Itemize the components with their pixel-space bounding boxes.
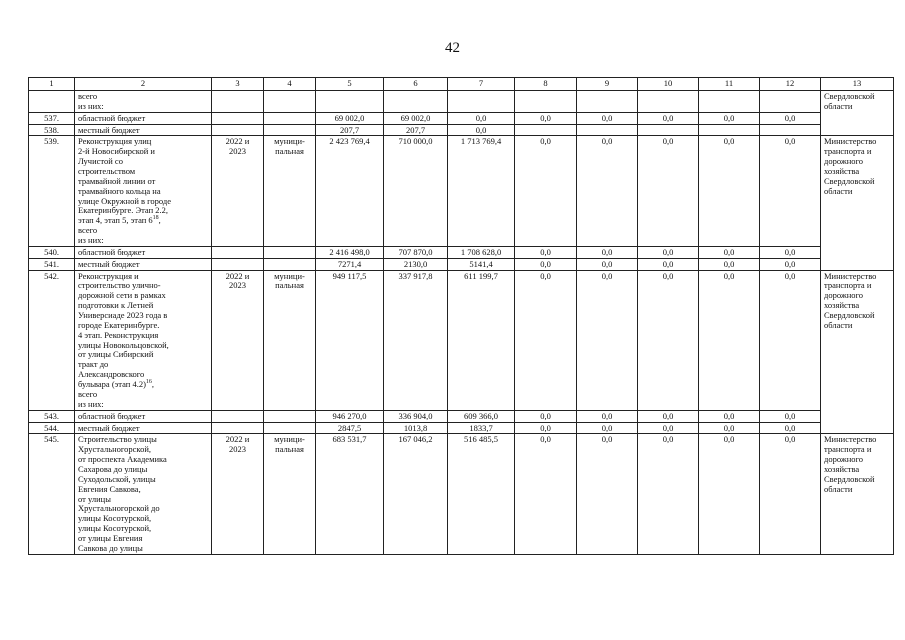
cell-line: улицы Косотурской, xyxy=(78,513,152,524)
row-number-cell: 537. xyxy=(29,112,75,124)
amount-cell-col5: 69 002,0 xyxy=(316,112,384,124)
amount-cell-col10: 0,0 xyxy=(638,410,699,422)
cell-line: Свердловской xyxy=(824,91,875,101)
cell-line: улицы Косотурской, xyxy=(78,523,152,534)
empty-cell xyxy=(638,91,699,113)
empty-cell xyxy=(448,91,515,113)
amount-cell-col10: 0,0 xyxy=(638,246,699,258)
amount-cell-col5: 949 117,5 xyxy=(316,270,384,410)
cell-line: 2023 xyxy=(229,146,246,157)
cell-line: улицы Новокольцовской, xyxy=(78,339,169,350)
cell-line: Александровского xyxy=(78,369,145,380)
cell-line: Свердловской xyxy=(824,310,875,321)
cell-line: от улицы Сибирский xyxy=(78,349,154,360)
table-header xyxy=(29,78,894,91)
cell-line: Хрустальногорской, xyxy=(78,444,152,455)
ownership-type-cell xyxy=(264,434,316,554)
cell-line: подготовки к Летней xyxy=(78,300,154,311)
amount-cell-col12: 0,0 xyxy=(760,270,821,410)
row-number-cell: 543. xyxy=(29,410,75,422)
cell-line: Строительство улицы xyxy=(78,434,157,445)
page-number: 42 xyxy=(445,40,460,56)
empty-cell xyxy=(316,91,384,113)
cell-line: всего xyxy=(78,388,98,399)
table-body xyxy=(29,91,894,555)
cell-line: Универсиаде 2023 года в xyxy=(78,310,168,321)
column-header-13: 13 xyxy=(821,78,894,91)
cell-line: от улицы xyxy=(78,493,111,504)
responsible-cell xyxy=(821,270,894,434)
cell-line: пальная xyxy=(275,444,304,455)
row-number-cell: 540. xyxy=(29,246,75,258)
amount-cell-col10: 0,0 xyxy=(638,422,699,434)
table-row xyxy=(29,112,894,124)
cell-line: Министерство xyxy=(824,434,877,445)
amount-cell-col10 xyxy=(638,124,699,136)
amount-cell-col8: 0,0 xyxy=(515,270,577,410)
amount-cell-col12: 0,0 xyxy=(760,410,821,422)
amount-cell-col6: 69 002,0 xyxy=(384,112,448,124)
cell-line: 2022 и xyxy=(225,136,250,147)
cell-line: дорожного xyxy=(824,454,864,465)
cell-line: хозяйства xyxy=(824,166,860,177)
amount-cell-col9: 0,0 xyxy=(577,422,638,434)
table-row-continuation xyxy=(29,91,894,113)
amount-cell-col6: 2130,0 xyxy=(384,258,448,270)
table-row xyxy=(29,410,894,422)
years-cell xyxy=(212,270,264,410)
cell-line: городе Екатеринбурге. xyxy=(78,319,160,330)
amount-cell-col5: 683 531,7 xyxy=(316,434,384,554)
row-number-cell xyxy=(29,91,75,113)
amount-cell-col7: 609 366,0 xyxy=(448,410,515,422)
table-row xyxy=(29,270,894,410)
amount-cell-col5: 7271,4 xyxy=(316,258,384,270)
amount-cell-col6: 167 046,2 xyxy=(384,434,448,554)
years-cell xyxy=(212,410,264,422)
cell-line: дорожного xyxy=(824,156,864,167)
amount-cell-col7: 1 708 628,0 xyxy=(448,246,515,258)
amount-cell-col5: 2 416 498,0 xyxy=(316,246,384,258)
cell-line: пальная xyxy=(275,280,304,291)
years-cell xyxy=(212,422,264,434)
amount-cell-col7: 516 485,5 xyxy=(448,434,515,554)
responsible-cell xyxy=(821,434,894,554)
footnote-mark: 18 xyxy=(152,215,159,222)
cell-line: области xyxy=(824,483,853,494)
amount-cell-col5: 207,7 xyxy=(316,124,384,136)
cell-line: 2022 и xyxy=(225,434,250,445)
amount-cell-col10: 0,0 xyxy=(638,434,699,554)
amount-cell-col8: 0,0 xyxy=(515,434,577,554)
amount-cell-col9: 0,0 xyxy=(577,136,638,246)
cell-line: транспорта и xyxy=(824,444,872,455)
amount-cell-col11: 0,0 xyxy=(699,246,760,258)
column-header-1: 1 xyxy=(29,78,75,91)
amount-cell-col11: 0,0 xyxy=(699,422,760,434)
amount-cell-col7: 5141,4 xyxy=(448,258,515,270)
row-number-cell: 544. xyxy=(29,422,75,434)
cell-line: улице Окружной в городе xyxy=(78,195,172,206)
cell-line: Суходольской, улицы xyxy=(78,473,156,484)
column-header-7: 7 xyxy=(448,78,515,91)
amount-cell-col12 xyxy=(760,124,821,136)
empty-cell xyxy=(515,91,577,113)
ownership-type-cell xyxy=(264,124,316,136)
empty-cell xyxy=(577,91,638,113)
cell-line: от улицы Евгения xyxy=(78,532,143,543)
cell-line: дорожного xyxy=(824,290,864,301)
ownership-type-cell xyxy=(264,246,316,258)
amount-cell-col11 xyxy=(699,124,760,136)
cell-line: от проспекта Академика xyxy=(78,454,167,465)
amount-cell-col11: 0,0 xyxy=(699,434,760,554)
item-name-cell xyxy=(75,91,212,113)
row-number-cell: 542. xyxy=(29,270,75,410)
years-cell xyxy=(212,434,264,554)
column-header-3: 3 xyxy=(212,78,264,91)
ownership-type-cell xyxy=(264,422,316,434)
item-name-cell xyxy=(75,434,212,554)
cell-line: области xyxy=(824,319,853,330)
table-row xyxy=(29,246,894,258)
cell-line: строительство улично- xyxy=(78,280,161,291)
amount-cell-col10: 0,0 xyxy=(638,136,699,246)
cell-line: 2-й Новосибирской и xyxy=(78,146,155,157)
item-name-cell: областной бюджет xyxy=(75,410,212,422)
item-name-cell: областной бюджет xyxy=(75,246,212,258)
empty-cell xyxy=(264,91,316,113)
ownership-type-cell xyxy=(264,112,316,124)
empty-cell xyxy=(384,91,448,113)
amount-cell-col5: 2847,5 xyxy=(316,422,384,434)
table-row xyxy=(29,434,894,554)
cell-line: области xyxy=(824,185,853,196)
responsible-cell xyxy=(821,91,894,136)
amount-cell-col6: 207,7 xyxy=(384,124,448,136)
ownership-type-cell xyxy=(264,258,316,270)
column-header-9: 9 xyxy=(577,78,638,91)
responsible-cell xyxy=(821,136,894,270)
budget-table xyxy=(28,77,894,555)
amount-cell-col12: 0,0 xyxy=(760,112,821,124)
amount-cell-col9: 0,0 xyxy=(577,434,638,554)
item-name-cell xyxy=(75,270,212,410)
cell-line: транспорта и xyxy=(824,146,872,157)
table-row xyxy=(29,124,894,136)
amount-cell-col8: 0,0 xyxy=(515,258,577,270)
amount-cell-col7: 611 199,7 xyxy=(448,270,515,410)
cell-line: 2022 и xyxy=(225,270,250,281)
amount-cell-col11: 0,0 xyxy=(699,270,760,410)
amount-cell-col7: 0,0 xyxy=(448,112,515,124)
amount-cell-col11: 0,0 xyxy=(699,258,760,270)
cell-line: хозяйства xyxy=(824,463,860,474)
table-row xyxy=(29,258,894,270)
amount-cell-col10: 0,0 xyxy=(638,270,699,410)
cell-line: пальная xyxy=(275,146,304,157)
column-header-10: 10 xyxy=(638,78,699,91)
amount-cell-col11: 0,0 xyxy=(699,136,760,246)
years-cell xyxy=(212,246,264,258)
cell-line: тракт до xyxy=(78,359,109,370)
cell-line: 2023 xyxy=(229,444,246,455)
cell-line: Реконструкция и xyxy=(78,270,139,281)
table-row xyxy=(29,136,894,246)
amount-cell-col7: 0,0 xyxy=(448,124,515,136)
years-cell xyxy=(212,258,264,270)
row-number-cell: 541. xyxy=(29,258,75,270)
amount-cell-col8: 0,0 xyxy=(515,410,577,422)
cell-line: Свердловской xyxy=(824,473,875,484)
cell-line: из них: xyxy=(78,398,104,409)
empty-cell xyxy=(212,91,264,113)
cell-line: дорожной сети в рамках xyxy=(78,290,166,301)
ownership-type-cell xyxy=(264,410,316,422)
cell-line: 4 этап. Реконструкция xyxy=(78,329,159,340)
amount-cell-col6: 707 870,0 xyxy=(384,246,448,258)
cell-line: хозяйства xyxy=(824,300,860,311)
column-header-2: 2 xyxy=(75,78,212,91)
amount-cell-col11: 0,0 xyxy=(699,410,760,422)
cell-line: Реконструкция улиц xyxy=(78,136,152,147)
cell-line: 2023 xyxy=(229,280,246,291)
column-header-12: 12 xyxy=(760,78,821,91)
empty-cell xyxy=(699,91,760,113)
row-number-cell: 545. xyxy=(29,434,75,554)
amount-cell-col8: 0,0 xyxy=(515,112,577,124)
cell-line: Хрустальногорской до xyxy=(78,503,160,514)
cell-line: этап 4, этап 5, этап $6^{18}$, xyxy=(78,215,161,226)
item-name-cell xyxy=(75,136,212,246)
cell-line: Савкова до улицы xyxy=(78,542,143,553)
item-name-cell: местный бюджет xyxy=(75,258,212,270)
amount-cell-col6: 337 917,8 xyxy=(384,270,448,410)
ownership-type-cell xyxy=(264,136,316,246)
amount-cell-col8: 0,0 xyxy=(515,246,577,258)
cell-line: Евгения Савкова, xyxy=(78,483,141,494)
column-header-11: 11 xyxy=(699,78,760,91)
amount-cell-col8 xyxy=(515,124,577,136)
amount-cell-col12: 0,0 xyxy=(760,136,821,246)
amount-cell-col9: 0,0 xyxy=(577,112,638,124)
amount-cell-col9: 0,0 xyxy=(577,258,638,270)
column-header-4: 4 xyxy=(264,78,316,91)
years-cell xyxy=(212,112,264,124)
item-name-cell: областной бюджет xyxy=(75,112,212,124)
footnote-mark: 16 xyxy=(145,379,152,386)
amount-cell-col11: 0,0 xyxy=(699,112,760,124)
item-name-cell: местный бюджет xyxy=(75,124,212,136)
amount-cell-col10: 0,0 xyxy=(638,258,699,270)
column-header-8: 8 xyxy=(515,78,577,91)
cell-line: Министерство xyxy=(824,270,877,281)
amount-cell-col12: 0,0 xyxy=(760,434,821,554)
column-header-5: 5 xyxy=(316,78,384,91)
amount-cell-col5: 946 270,0 xyxy=(316,410,384,422)
cell-line: бульвара (этап 4.2)$^{16}$, xyxy=(78,379,155,390)
amount-cell-col10: 0,0 xyxy=(638,112,699,124)
cell-line: муници- xyxy=(274,434,305,445)
amount-cell-col5: 2 423 769,4 xyxy=(316,136,384,246)
cell-line: области xyxy=(824,100,853,111)
row-number-cell: 538. xyxy=(29,124,75,136)
empty-cell xyxy=(760,91,821,113)
ownership-type-cell xyxy=(264,270,316,410)
cell-line: всего xyxy=(78,91,98,101)
amount-cell-col9: 0,0 xyxy=(577,246,638,258)
cell-line: Лучистой со xyxy=(78,156,123,167)
cell-line: из них: xyxy=(78,235,104,246)
amount-cell-col9: 0,0 xyxy=(577,410,638,422)
cell-line: Сахарова до улицы xyxy=(78,463,148,474)
amount-cell-col12: 0,0 xyxy=(760,246,821,258)
years-cell xyxy=(212,124,264,136)
cell-line: Свердловской xyxy=(824,175,875,186)
item-name-cell: местный бюджет xyxy=(75,422,212,434)
cell-line: трамвайной линии от xyxy=(78,175,156,186)
cell-line: из них: xyxy=(78,100,104,111)
amount-cell-col12: 0,0 xyxy=(760,258,821,270)
cell-line: трамвайного кольца на xyxy=(78,185,161,196)
amount-cell-col6: 1013,8 xyxy=(384,422,448,434)
cell-line: муници- xyxy=(274,136,305,147)
amount-cell-col9 xyxy=(577,124,638,136)
amount-cell-col12: 0,0 xyxy=(760,422,821,434)
column-header-6: 6 xyxy=(384,78,448,91)
cell-line: муници- xyxy=(274,270,305,281)
header-row xyxy=(29,78,894,91)
amount-cell-col8: 0,0 xyxy=(515,136,577,246)
cell-line: всего xyxy=(78,225,98,236)
cell-line: строительством xyxy=(78,166,136,177)
table-row xyxy=(29,422,894,434)
years-cell xyxy=(212,136,264,246)
amount-cell-col7: 1 713 769,4 xyxy=(448,136,515,246)
amount-cell-col9: 0,0 xyxy=(577,270,638,410)
cell-line: Министерство xyxy=(824,136,877,147)
cell-line: Екатеринбурге. Этап 2.2, xyxy=(78,205,168,216)
cell-line: транспорта и xyxy=(824,280,872,291)
amount-cell-col6: 336 904,0 xyxy=(384,410,448,422)
amount-cell-col8: 0,0 xyxy=(515,422,577,434)
amount-cell-col6: 710 000,0 xyxy=(384,136,448,246)
amount-cell-col7: 1833,7 xyxy=(448,422,515,434)
row-number-cell: 539. xyxy=(29,136,75,246)
